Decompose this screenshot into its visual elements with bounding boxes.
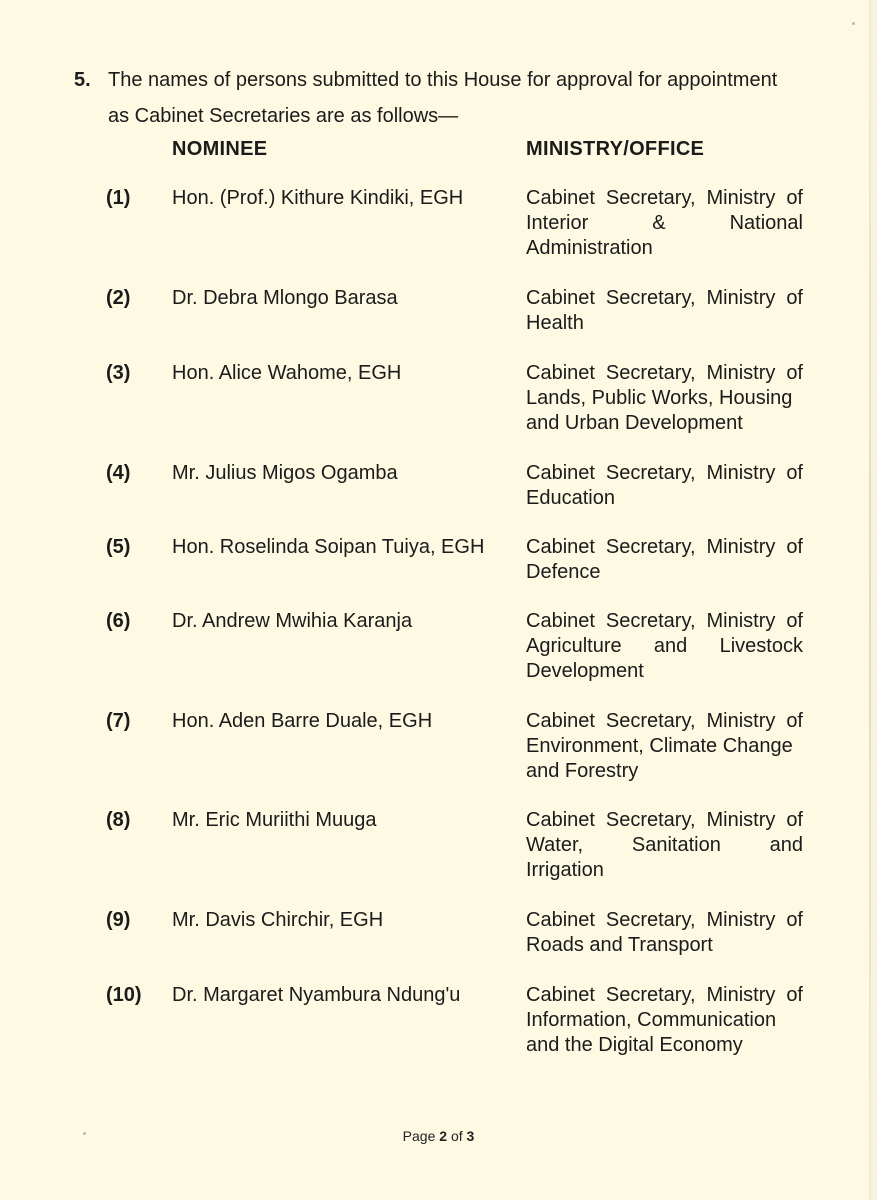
ministry-office-word: Interior	[526, 212, 589, 234]
nominee-index: (3)	[106, 362, 131, 384]
nominee-name: Hon. Aden Barre Duale, EGH	[172, 710, 433, 732]
ministry-office-line	[526, 709, 803, 734]
page-edge-shadow	[871, 0, 877, 1200]
nominee-name: Dr. Andrew Mwihia Karanja	[172, 610, 413, 632]
ministry-office-word: National	[729, 212, 803, 234]
ministry-office-word: &	[652, 212, 666, 234]
ministry-office-line: Administration	[526, 237, 653, 259]
ministry-office-line	[526, 908, 803, 933]
nominee-name: Mr. Eric Muriithi Muuga	[172, 809, 377, 831]
ministry-office	[526, 908, 803, 958]
ministry-office-line	[526, 833, 803, 858]
ministry-office	[526, 983, 803, 1058]
page-footer	[0, 1128, 877, 1144]
ministry-office	[526, 609, 803, 684]
ministry-office-word: Secretary,	[605, 909, 696, 931]
ministry-office-word: Cabinet	[526, 984, 595, 1006]
ministry-office-word: of	[786, 809, 803, 831]
ministry-office-word: Cabinet	[526, 610, 595, 632]
nominee-name: Mr. Davis Chirchir, EGH	[172, 909, 384, 931]
ministry-office-word: Secretary,	[605, 710, 696, 732]
ministry-office-word: Ministry	[706, 909, 776, 931]
ministry-office-word: of	[786, 287, 803, 309]
ministry-office-word: of	[786, 984, 803, 1006]
ministry-office-word: Ministry	[706, 462, 776, 484]
ministry-office-line: and Forestry	[526, 760, 639, 782]
ministry-office	[526, 361, 803, 436]
ministry-office-line	[526, 461, 803, 486]
ministry-office-word: Ministry	[706, 287, 776, 309]
ministry-office-word: and	[653, 635, 688, 657]
footer-total-pages: 3	[466, 1128, 475, 1144]
ministry-office-word: of	[786, 710, 803, 732]
ministry-office-line	[526, 211, 803, 236]
ministry-office-line: Defence	[526, 561, 601, 583]
ministry-office	[526, 709, 803, 784]
ministry-office-word: of	[786, 909, 803, 931]
ministry-office-word: Cabinet	[526, 362, 595, 384]
nominee-index: (4)	[106, 462, 131, 484]
ministry-office-line	[526, 634, 803, 659]
scan-speck	[852, 22, 855, 25]
paragraph-text-line-2: as Cabinet Secretaries are as follows—	[108, 105, 459, 127]
ministry-office-word: Secretary,	[605, 362, 696, 384]
ministry-office-word: of	[786, 187, 803, 209]
ministry-office-word: Cabinet	[526, 187, 595, 209]
page-edge-line	[869, 0, 871, 1200]
nominee-name: Hon. (Prof.) Kithure Kindiki, EGH	[172, 187, 464, 209]
ministry-office-word: Cabinet	[526, 462, 595, 484]
ministry-office-line	[526, 286, 803, 311]
ministry-office-word: of	[786, 362, 803, 384]
ministry-office-word: Livestock	[719, 635, 803, 657]
ministry-office-line	[526, 186, 803, 211]
ministry-office-line: and Urban Development	[526, 412, 743, 434]
ministry-office-word: Secretary,	[605, 287, 696, 309]
footer-middle: of	[447, 1128, 467, 1144]
ministry-office-word: Ministry	[706, 610, 776, 632]
nominee-index: (8)	[106, 809, 131, 831]
ministry-office-word: Cabinet	[526, 710, 595, 732]
ministry-office-word: Secretary,	[605, 536, 696, 558]
ministry-office-line: and the Digital Economy	[526, 1034, 743, 1056]
ministry-office	[526, 186, 803, 261]
ministry-office-line	[526, 983, 803, 1008]
ministry-office	[526, 286, 803, 336]
ministry-office-line: Development	[526, 660, 644, 682]
nominee-name: Mr. Julius Migos Ogamba	[172, 462, 398, 484]
ministry-office-word: of	[786, 536, 803, 558]
ministry-office-line	[526, 609, 803, 634]
nominee-index: (5)	[106, 536, 131, 558]
ministry-office	[526, 535, 803, 585]
ministry-office	[526, 808, 803, 883]
ministry-office-line: Irrigation	[526, 859, 604, 881]
ministry-office-line: Lands, Public Works, Housing	[526, 387, 793, 409]
ministry-office-word: of	[786, 462, 803, 484]
nominee-name: Hon. Alice Wahome, EGH	[172, 362, 402, 384]
column-header-nominee: NOMINEE	[172, 138, 268, 160]
ministry-office-word: Sanitation	[631, 834, 721, 856]
ministry-office-line: Health	[526, 312, 584, 334]
nominee-index: (6)	[106, 610, 131, 632]
ministry-office-word: Water,	[526, 834, 584, 856]
ministry-office-word: Secretary,	[605, 809, 696, 831]
ministry-office-word: Cabinet	[526, 809, 595, 831]
ministry-office-line	[526, 361, 803, 386]
ministry-office-line	[526, 535, 803, 560]
nominee-name: Dr. Debra Mlongo Barasa	[172, 287, 398, 309]
ministry-office-line: Roads and Transport	[526, 934, 713, 956]
ministry-office-line: Information, Communication	[526, 1009, 777, 1031]
ministry-office-word: Ministry	[706, 809, 776, 831]
nominee-name: Hon. Roselinda Soipan Tuiya, EGH	[172, 536, 485, 558]
ministry-office-word: Secretary,	[605, 462, 696, 484]
paragraph-number: 5.	[74, 69, 91, 91]
ministry-office-word: Cabinet	[526, 536, 595, 558]
ministry-office-line: Education	[526, 487, 615, 509]
nominee-index: (1)	[106, 187, 131, 209]
paragraph-text-line-1: The names of persons submitted to this House for approval for appointment	[108, 69, 778, 91]
ministry-office-word: Secretary,	[605, 610, 696, 632]
nominee-name: Dr. Margaret Nyambura Ndung'u	[172, 984, 461, 1006]
ministry-office-word: Ministry	[706, 536, 776, 558]
ministry-office-line: Environment, Climate Change	[526, 735, 793, 757]
nominee-index: (2)	[106, 287, 131, 309]
ministry-office-word: Agriculture	[526, 635, 622, 657]
footer-prefix: Page	[402, 1128, 440, 1144]
ministry-office-word: Cabinet	[526, 909, 595, 931]
nominee-index: (10)	[106, 984, 142, 1006]
ministry-office-word: Cabinet	[526, 287, 595, 309]
ministry-office-word: Ministry	[706, 187, 776, 209]
footer-current-page: 2	[439, 1128, 448, 1144]
ministry-office-word: Ministry	[706, 984, 776, 1006]
ministry-office-word: of	[786, 610, 803, 632]
ministry-office-word: Secretary,	[605, 187, 696, 209]
ministry-office-word: Secretary,	[605, 984, 696, 1006]
ministry-office	[526, 461, 803, 511]
ministry-office-word: Ministry	[706, 362, 776, 384]
ministry-office-word: and	[769, 834, 803, 856]
ministry-office-line	[526, 808, 803, 833]
nominee-index: (9)	[106, 909, 131, 931]
column-header-ministry: MINISTRY/OFFICE	[526, 138, 705, 160]
nominee-index: (7)	[106, 710, 131, 732]
ministry-office-word: Ministry	[706, 710, 776, 732]
